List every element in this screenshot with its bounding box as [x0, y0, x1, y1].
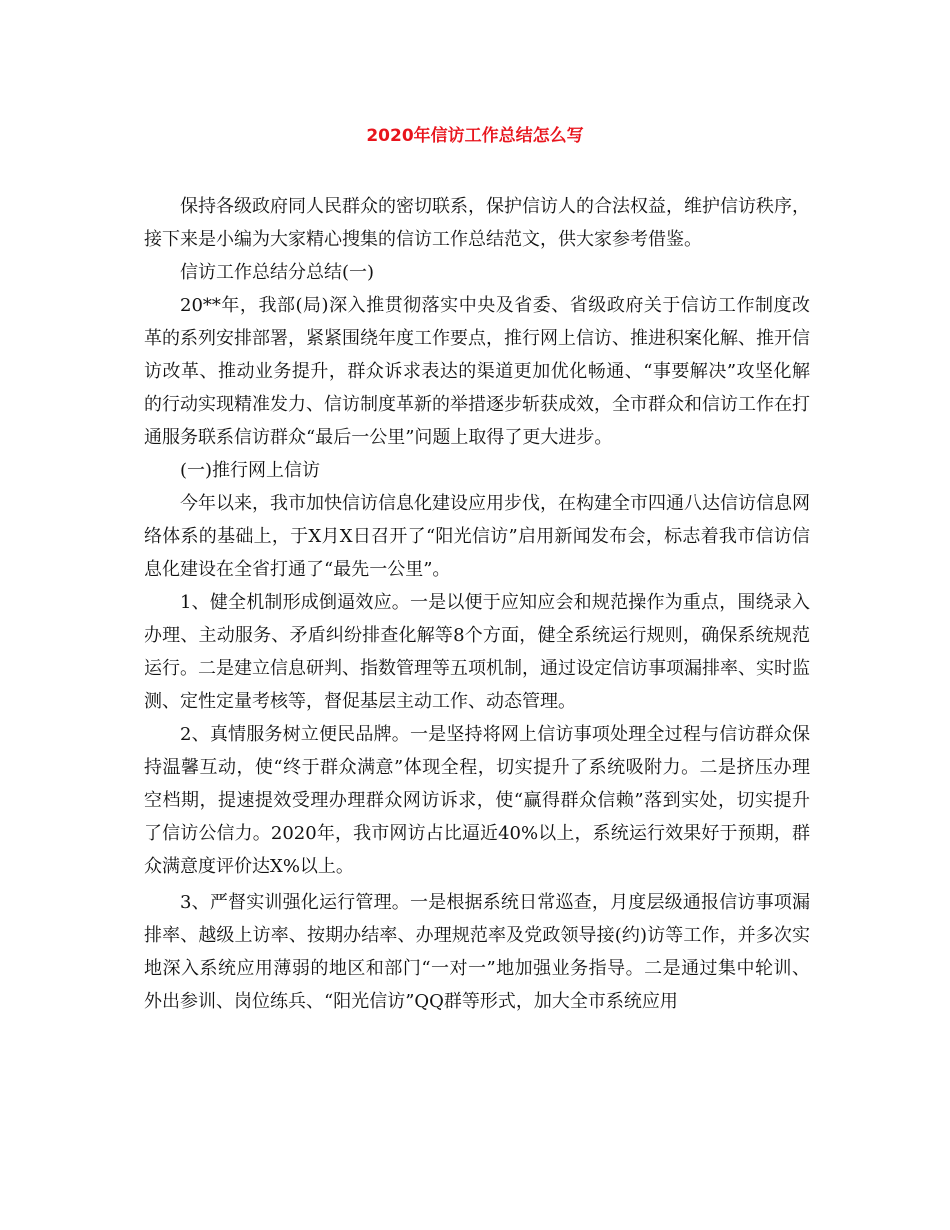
paragraph-item-1: 1、健全机制形成倒逼效应。一是以便于应知应会和规范操作为重点，围绕录入办理、主动服务、矛盾纠纷排查化解等8个方面，健全系统运行规则，确保系统规范运行。二是建立信息研判、指数管理等五项机制，通过设定信访事项漏排率、实时监测、定性定量考核等，督促基层主动工作、动态管理。: [144, 592, 810, 712]
document-body: [144, 190, 810, 1018]
document-title: 2020年信访工作总结怎么写: [366, 126, 584, 146]
paragraph-online-petition: 今年以来，我市加快信访信息化建设应用步伐，在构建全市四通八达信访信息网络体系的基础上，于X月X日召开了“阳光信访”启用新闻发布会，标志着我市信访信息化建设在全省打通了“最先一公里”。: [144, 493, 810, 580]
paragraph-item-3: 3、严督实训强化运行管理。一是根据系统日常巡查，月度层级通报信访事项漏排率、越级上访率、按期办结率、办理规范率及党政领导接(约)访等工作，并多次实地深入系统应用薄弱的地区和部门“一对一”地加强业务指导。二是通过集中轮训、外出参训、岗位练兵、“阳光信访”QQ群等形式，加大全市系统应用: [144, 892, 810, 1012]
paragraph-intro: 保持各级政府同人民群众的密切联系，保护信访人的合法权益，维护信访秩序，接下来是小编为大家精心搜集的信访工作总结范文，供大家参考借鉴。: [144, 196, 810, 250]
paragraph-item-2: 2、真情服务树立便民品牌。一是坚持将网上信访事项处理全过程与信访群众保持温馨互动，使“终于群众满意”体现全程，切实提升了系统吸附力。二是挤压办理空档期，提速提效受理办理群众网访诉求，使“赢得群众信赖”落到实处，切实提升了信访公信力。2020年，我市网访占比逼近40%以上，系统运行效果好于预期，群众满意度评价达X%以上。: [144, 724, 810, 877]
section-heading-online-petition: (一)推行网上信访: [180, 460, 321, 481]
section-heading-summary-one: 信访工作总结分总结(一): [180, 262, 375, 283]
paragraph-overview: 20**年，我部(局)深入推贯彻落实中央及省委、省级政府关于信访工作制度改革的系列安排部署，紧紧围绕年度工作要点，推行网上信访、推进积案化解、推开信访改革、推动业务提升，群众诉求表达的渠道更加优化畅通、“事要解决”攻坚化解的行动实现精准发力、信访制度革新的举措逐步斩获成效，全市群众和信访工作在打通服务联系信访群众“最后一公里”问题上取得了更大进步。: [144, 295, 810, 448]
